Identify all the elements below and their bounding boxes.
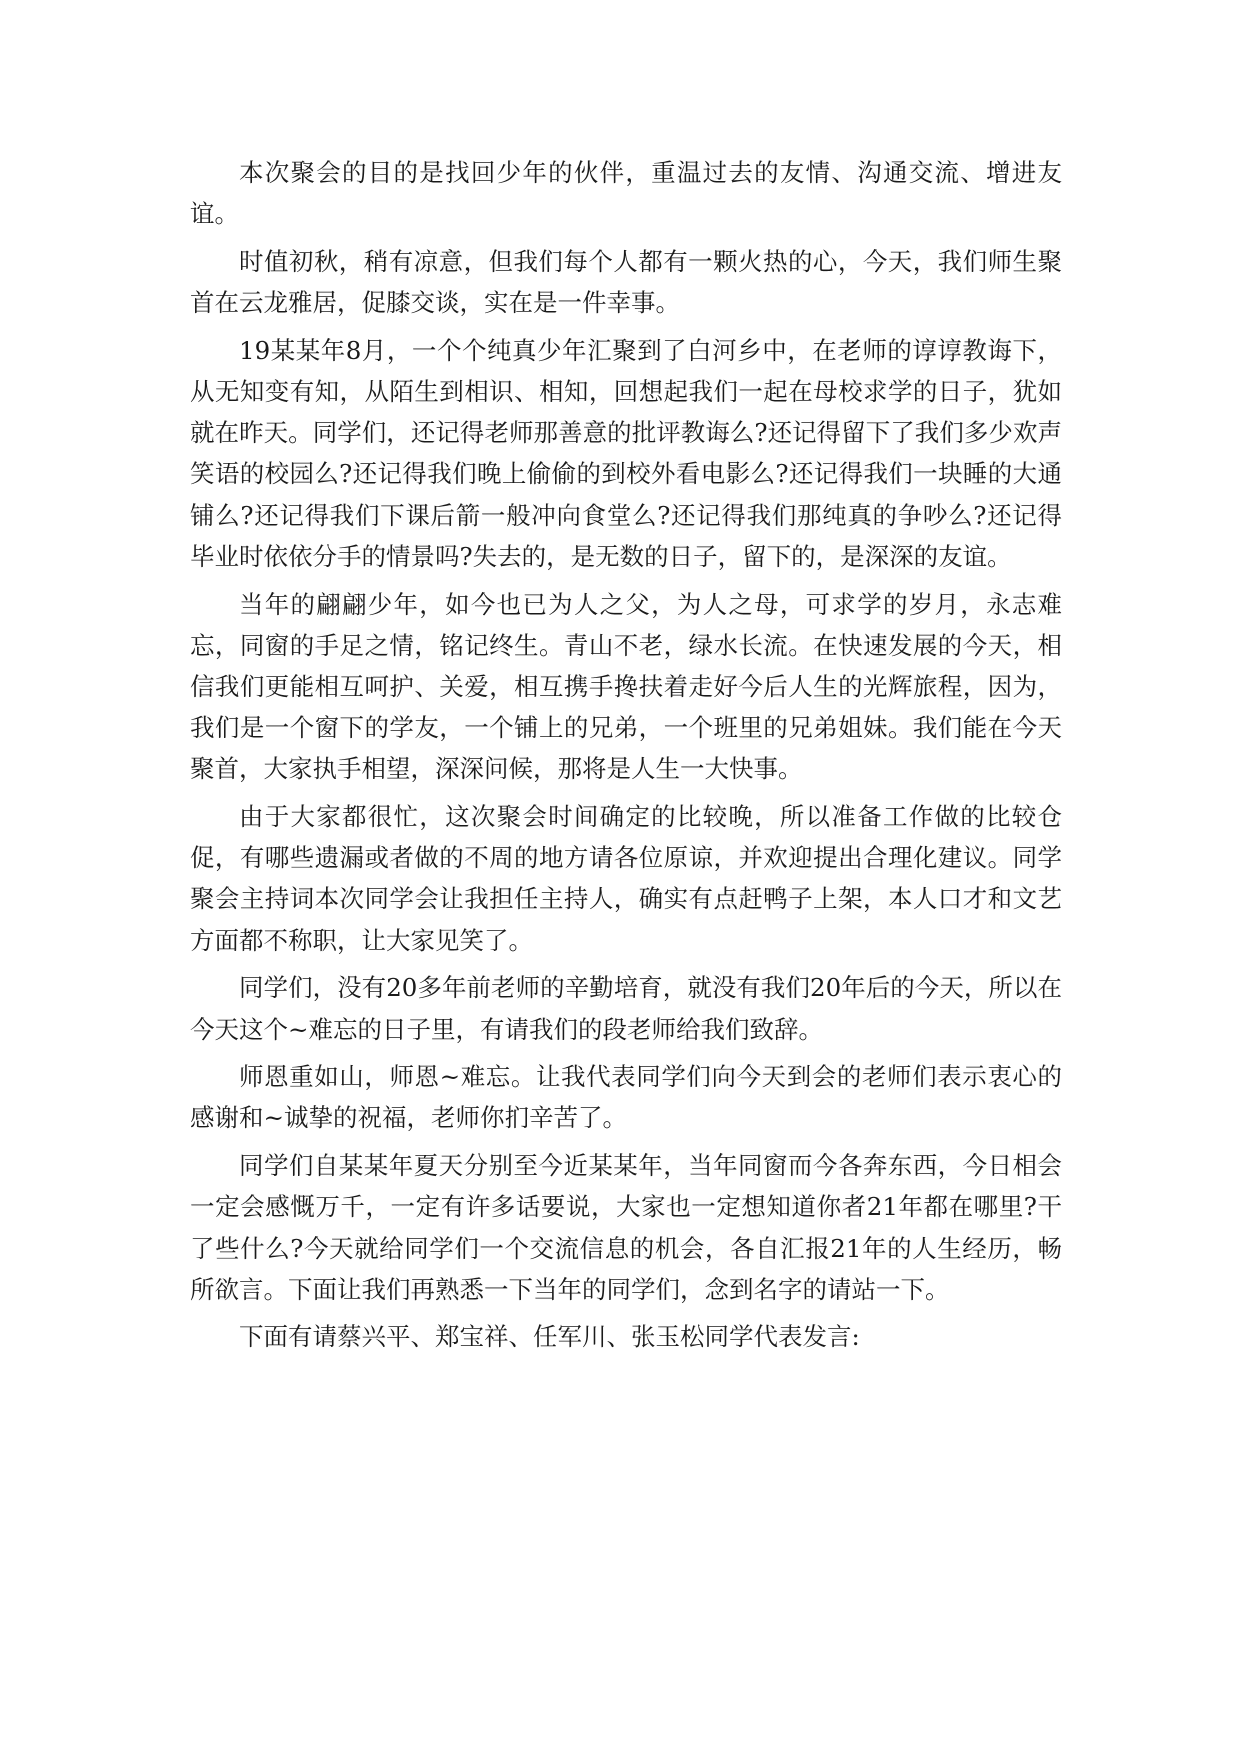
paragraph-early-autumn: 时值初秋，稍有凉意，但我们每个人都有一颗火热的心，今天，我们师生聚首在云龙雅居，促膝交谈，实在是一件幸事。	[190, 246, 1062, 318]
paragraph-purpose: 本次聚会的目的是找回少年的伙伴，重温过去的友情、沟通交流、增进友谊。	[190, 158, 1062, 229]
paragraph-gratitude: 师恩重如山，师恩~难忘。让我代表同学们向今天到会的老师们表示衷心的感谢和~诚挚的祝福，老师你扪辛苦了。	[190, 1062, 1062, 1133]
paragraph-apology: 由于大家都很忙，这次聚会时间确定的比较晚，所以准备工作做的比较仓促，有哪些遗漏或者做的不周的地方请各位原谅，并欢迎提出合理化建议。同学聚会主持词本次同学会让我担任主持人，确实有点赶鸭子上架，本人口才和文艺方面都不称职，让大家见笑了。	[190, 802, 1062, 955]
paragraph-teacher-speech: 同学们，没有20多年前老师的辛勤培育，就没有我们20年后的今天，所以在今天这个~难忘的日子里，有请我们的段老师给我们致辞。	[190, 973, 1062, 1044]
paragraph-exchange: 同学们自某某年夏天分别至今近某某年，当年同窗而今各奔东西，今日相会一定会感慨万千，一定有许多话要说，大家也一定想知道你者21年都在哪里?干了些什么?今天就给同学们一个交流信息的机会，各自汇报21年的人生经历，畅所欲言。下面让我们再熟悉一下当年的同学们，念到名字的请站一下。	[190, 1151, 1062, 1304]
paragraph-youth: 当年的翩翩少年，如今也已为人之父，为人之母，可求学的岁月，永志难忘，同窗的手足之情，铭记终生。青山不老，绿水长流。在快速发展的今天，相信我们更能相互呵护、关爱，相互携手搀扶着走好今后人生的光辉旅程，因为，我们是一个窗下的学友，一个铺上的兄弟，一个班里的兄弟姐妹。我们能在今天聚首，大家执手相望，深深问候，那将是人生一大快事。	[190, 589, 1062, 784]
paragraph-memories: 19某某年8月，一个个纯真少年汇聚到了白河乡中，在老师的谆谆教诲下，从无知变有知，从陌生到相识、相知，回想起我们一起在母校求学的日子，犹如就在昨天。同学们，还记得老师那善意的批评教诲么?还记得留下了我们多少欢声笑语的校园么?还记得我们晚上偷偷的到校外看电影么?还记得我们一块睡的大通铺么?还记得我们下课后箭一般冲向食堂么?还记得我们那纯真的争吵么?还记得毕业时依依分手的情景吗?失去的，是无数的日子，留下的，是深深的友谊。	[190, 335, 1062, 571]
document-page	[190, 152, 1062, 1364]
paragraph-student-speakers: 下面有请蔡兴平、郑宝祥、任军川、张玉松同学代表发言:	[239, 1322, 860, 1352]
